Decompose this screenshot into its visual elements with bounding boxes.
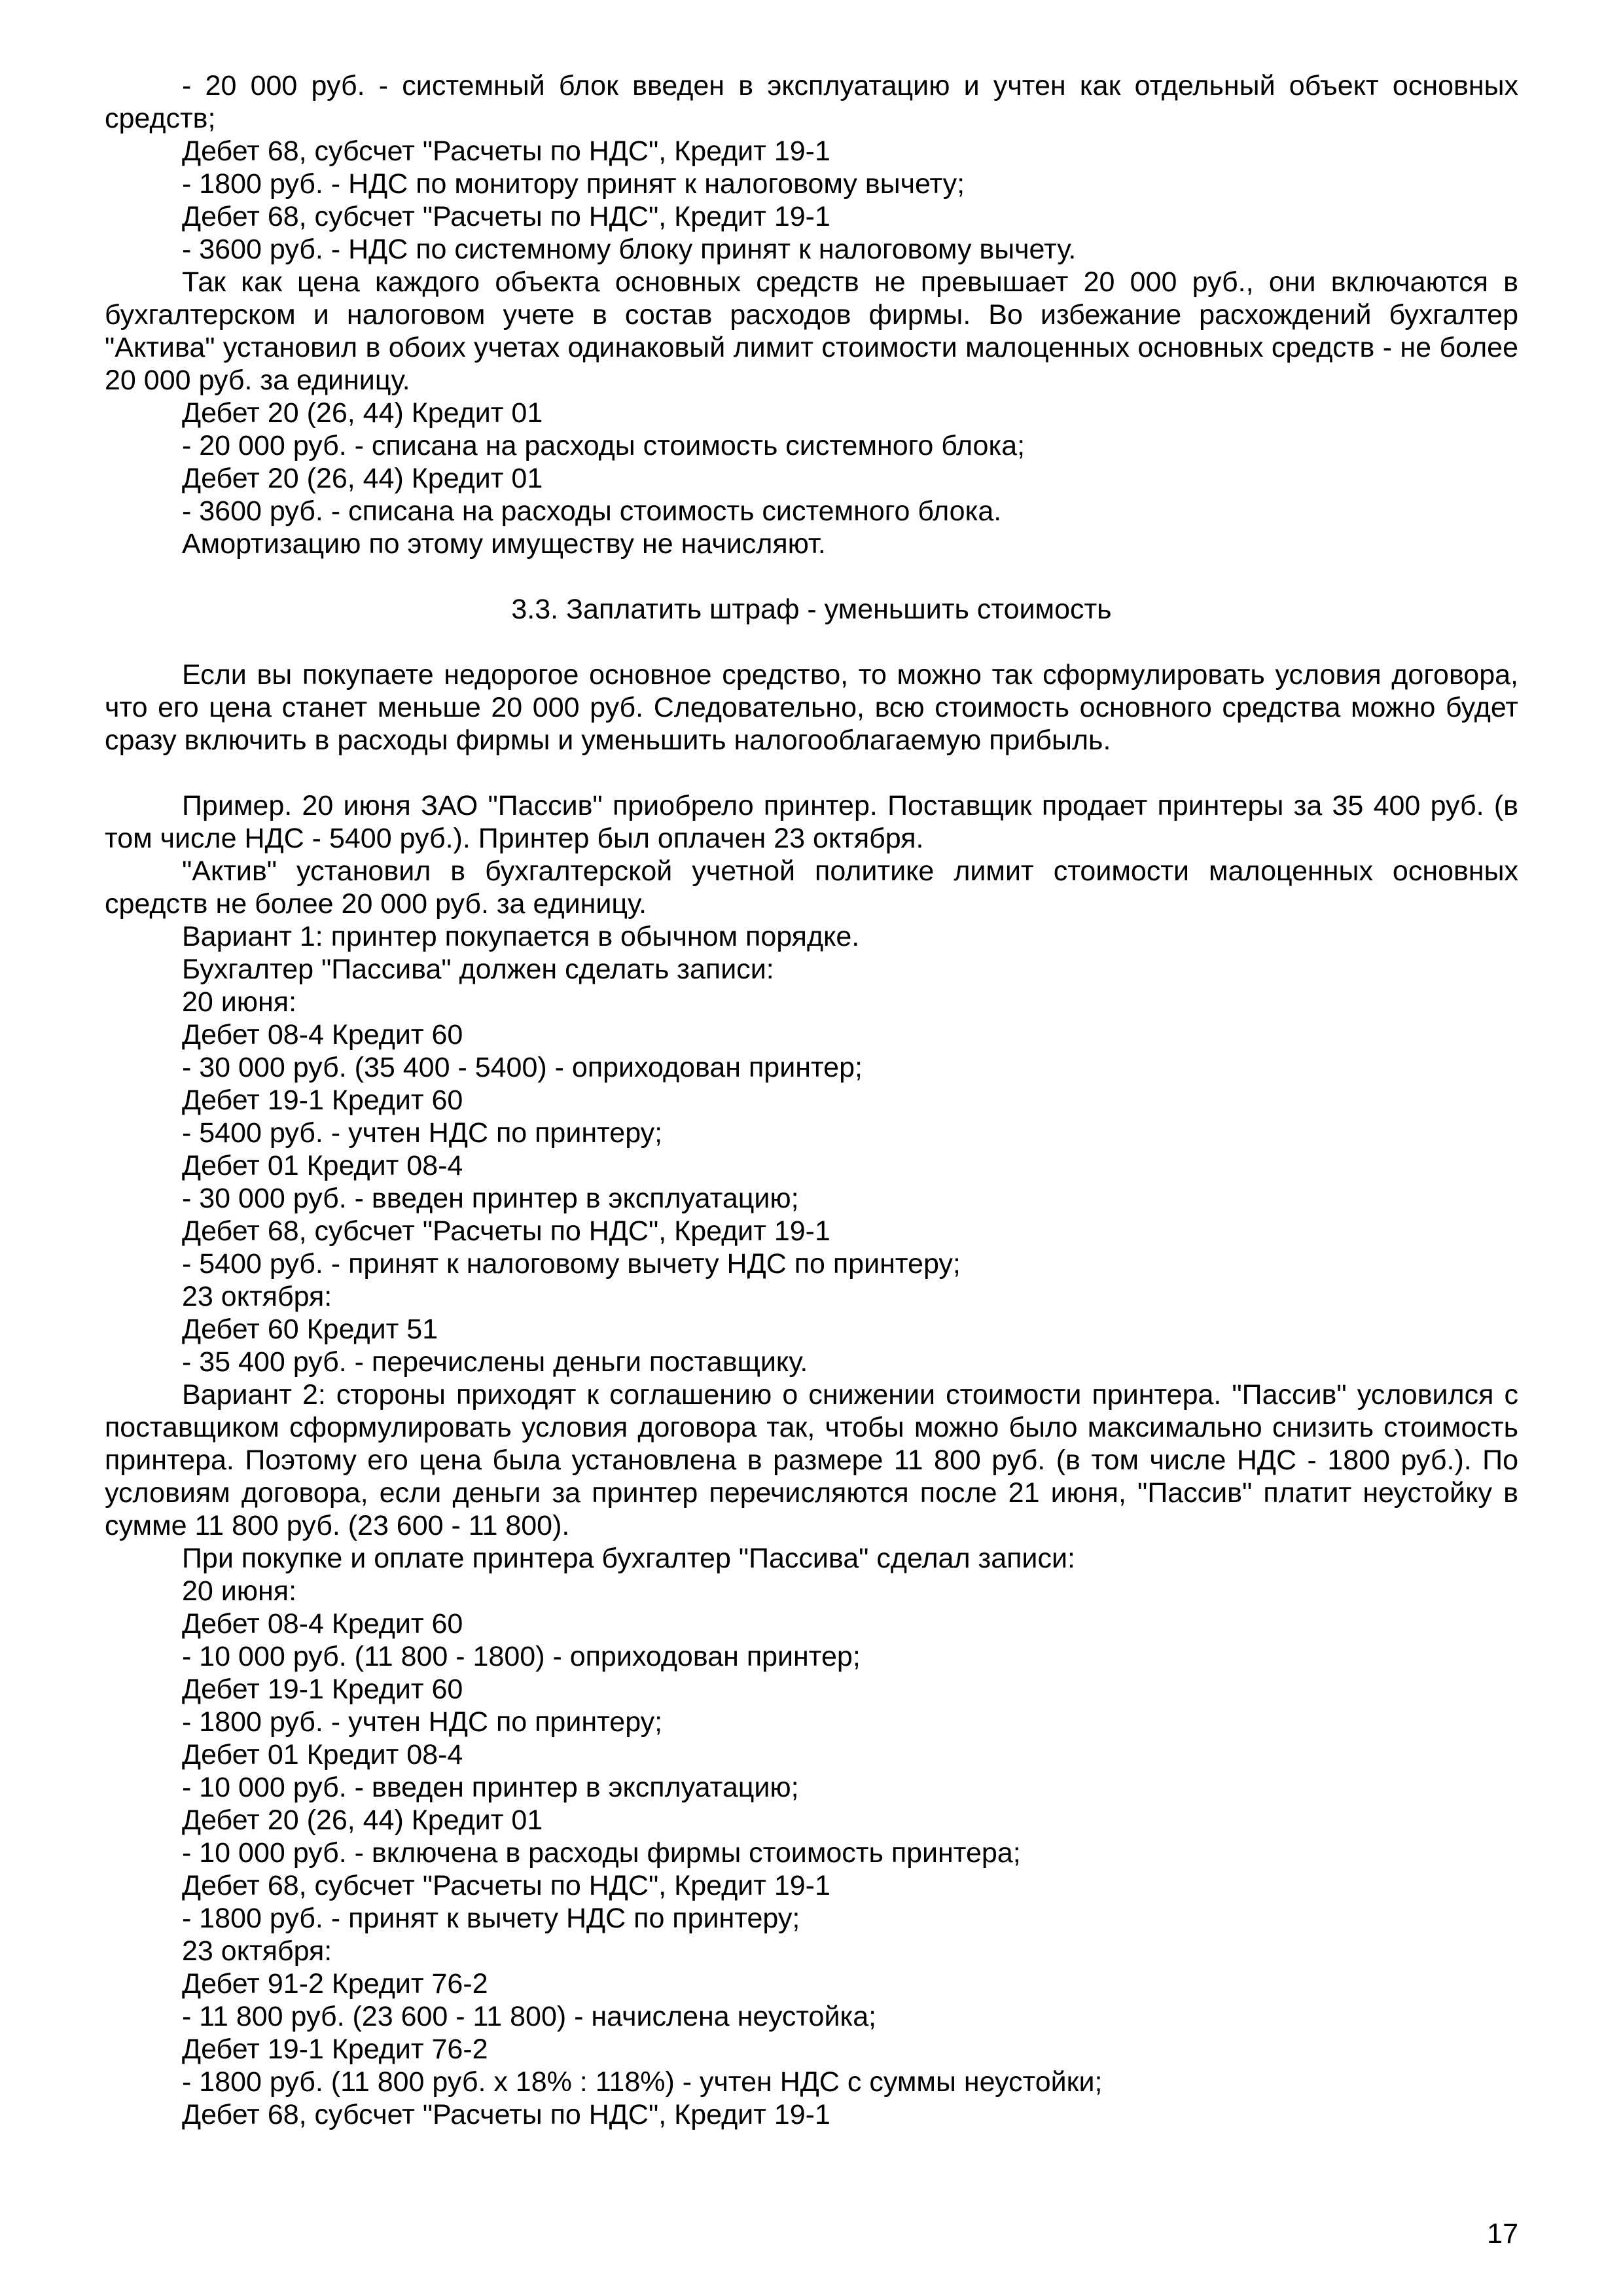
paragraph: - 3600 руб. - НДС по системному блоку принят к налоговому вычету. bbox=[182, 234, 1077, 265]
paragraph: - 10 000 руб. - включена в расходы фирмы стоимость принтера; bbox=[182, 1837, 1021, 1869]
paragraph: - 35 400 руб. - перечислены деньги поставщику. bbox=[182, 1346, 808, 1378]
paragraph: - 5400 руб. - принят к налоговому вычету НДС по принтеру; bbox=[182, 1248, 961, 1280]
paragraph: Вариант 1: принтер покупается в обычном порядке. bbox=[182, 921, 860, 952]
paragraph: Дебет 19-1 Кредит 60 bbox=[182, 1085, 463, 1116]
paragraph: "Актив" установил в бухгалтерской учетной политике лимит стоимости малоценных основных средств не более 20 000 руб. за единицу. bbox=[105, 855, 1518, 920]
paragraph: Дебет 68, субсчет "Расчеты по НДС", Кредит 19-1 bbox=[182, 1215, 830, 1247]
paragraph: Дебет 01 Кредит 08-4 bbox=[182, 1739, 463, 1770]
paragraph: - 3600 руб. - списана на расходы стоимость системного блока. bbox=[182, 495, 1002, 527]
paragraph: Бухгалтер "Пассива" должен сделать записи: bbox=[182, 954, 774, 985]
paragraph: Амортизацию по этому имуществу не начисляют. bbox=[182, 528, 826, 560]
paragraph: Дебет 91-2 Кредит 76-2 bbox=[182, 1968, 488, 2000]
paragraph: Дебет 60 Кредит 51 bbox=[182, 1314, 438, 1345]
paragraph: - 1800 руб. - учтен НДС по принтеру; bbox=[182, 1706, 663, 1738]
paragraph: Дебет 20 (26, 44) Кредит 01 bbox=[182, 463, 543, 494]
paragraph: Дебет 19-1 Кредит 60 bbox=[182, 1674, 463, 1705]
page-number: 17 bbox=[1487, 2218, 1518, 2250]
blank-line bbox=[105, 560, 1518, 593]
paragraph: - 10 000 руб. (11 800 - 1800) - оприходован принтер; bbox=[182, 1641, 861, 1672]
paragraph: - 20 000 руб. - списана на расходы стоимость системного блока; bbox=[182, 430, 1026, 461]
paragraph: Дебет 68, субсчет "Расчеты по НДС", Кредит 19-1 bbox=[182, 201, 830, 232]
paragraph: Дебет 68, субсчет "Расчеты по НДС", Кредит 19-1 bbox=[182, 135, 830, 167]
paragraph: - 1800 руб. - НДС по монитору принят к налоговому вычету; bbox=[182, 168, 965, 200]
paragraph: Так как цена каждого объекта основных средств не превышает 20 000 руб., они включаются в бухгалтерском и налоговом учете в состав расходов фирмы. Во избежание расхождений бухгалтер "Актива" установил в обоих учетах одинаковый лимит стоимости малоценных основных средств - не более 20 000 руб. за единицу. bbox=[105, 266, 1518, 396]
paragraph: Дебет 08-4 Кредит 60 bbox=[182, 1019, 463, 1050]
paragraph: - 11 800 руб. (23 600 - 11 800) - начислена неустойка; bbox=[182, 2001, 877, 2032]
paragraph: Если вы покупаете недорогое основное средство, то можно так сформулировать условия договора, что его цена станет меньше 20 000 руб. Следовательно, всю стоимость основного средства можно будет сразу включить в расходы фирмы и уменьшить налогооблагаемую прибыль. bbox=[105, 659, 1518, 756]
paragraph: - 1800 руб. (11 800 руб. x 18% : 118%) - учтен НДС с суммы неустойки; bbox=[182, 2066, 1103, 2098]
paragraph: Дебет 19-1 Кредит 76-2 bbox=[182, 2034, 488, 2065]
paragraph: 20 июня: bbox=[182, 986, 297, 1018]
paragraph: Дебет 20 (26, 44) Кредит 01 bbox=[182, 397, 543, 429]
blank-line bbox=[105, 757, 1518, 789]
paragraph: Вариант 2: стороны приходят к соглашению о снижении стоимости принтера. "Пассив" условился с поставщиком сформулировать условия договора так, чтобы можно было максимально снизить стоимость принтера. Поэтому его цена была установлена в размере 11 800 руб. (в том числе НДС - 1800 руб.). По условиям договора, если деньги за принтер перечисляются после 21 июня, "Пассив" платит неустойку в сумме 11 800 руб. (23 600 - 11 800). bbox=[105, 1379, 1518, 1541]
paragraph: - 20 000 руб. - системный блок введен в эксплуатацию и учтен как отдельный объект основных средств; bbox=[105, 70, 1518, 134]
document-body bbox=[105, 69, 1518, 2131]
paragraph: 23 октября: bbox=[182, 1935, 332, 1967]
paragraph: Дебет 20 (26, 44) Кредит 01 bbox=[182, 1804, 543, 1836]
paragraph: При покупке и оплате принтера бухгалтер "Пассива" сделал записи: bbox=[182, 1543, 1075, 1574]
paragraph: - 30 000 руб. (35 400 - 5400) - оприходован принтер; bbox=[182, 1052, 863, 1083]
paragraph: Пример. 20 июня ЗАО "Пассив" приобрело принтер. Поставщик продает принтеры за 35 400 руб. (в том числе НДС - 5400 руб.). Принтер был оплачен 23 октября. bbox=[105, 790, 1518, 854]
section-heading: 3.3. Заплатить штраф - уменьшить стоимость bbox=[511, 594, 1112, 625]
paragraph: - 5400 руб. - учтен НДС по принтеру; bbox=[182, 1117, 663, 1149]
blank-line bbox=[105, 626, 1518, 658]
paragraph: 23 октября: bbox=[182, 1281, 332, 1312]
paragraph: - 30 000 руб. - введен принтер в эксплуатацию; bbox=[182, 1183, 799, 1214]
paragraph: - 1800 руб. - принят к вычету НДС по принтеру; bbox=[182, 1903, 800, 1934]
paragraph: 20 июня: bbox=[182, 1575, 297, 1607]
paragraph: Дебет 01 Кредит 08-4 bbox=[182, 1150, 463, 1181]
paragraph: - 10 000 руб. - введен принтер в эксплуатацию; bbox=[182, 1772, 799, 1803]
paragraph: Дебет 68, субсчет "Расчеты по НДС", Кредит 19-1 bbox=[182, 2099, 830, 2130]
paragraph: Дебет 68, субсчет "Расчеты по НДС", Кредит 19-1 bbox=[182, 1870, 830, 1901]
paragraph: Дебет 08-4 Кредит 60 bbox=[182, 1608, 463, 1640]
